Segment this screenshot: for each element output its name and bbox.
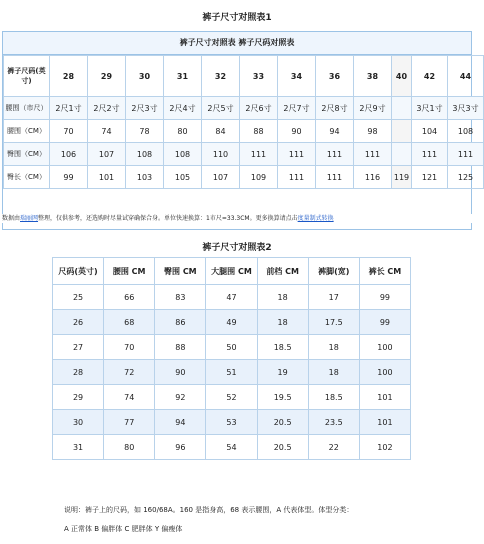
table-cell: 18 <box>257 285 308 310</box>
table-cell: 96 <box>155 435 206 460</box>
table1-size-header: 33 <box>240 56 278 97</box>
table-cell: 111 <box>448 143 484 166</box>
table-cell: 84 <box>202 120 240 143</box>
table-cell: 53 <box>206 410 257 435</box>
table1-size-header: 30 <box>126 56 164 97</box>
size-table-1 <box>3 55 484 189</box>
table-cell: 19 <box>257 360 308 385</box>
table-cell: 74 <box>88 120 126 143</box>
table-cell: 111 <box>240 143 278 166</box>
table-cell: 111 <box>316 143 354 166</box>
table-row <box>53 285 411 310</box>
table-cell: 111 <box>278 143 316 166</box>
table-cell: 70 <box>104 335 155 360</box>
table-row <box>4 120 484 143</box>
table-cell: 94 <box>316 120 354 143</box>
table-cell: 18.5 <box>308 385 359 410</box>
table-cell: 88 <box>240 120 278 143</box>
table-cell: 111 <box>316 166 354 189</box>
table-cell: 27 <box>53 335 104 360</box>
conversion-link[interactable]: 度量制式转换 <box>297 215 334 222</box>
table-row <box>53 435 411 460</box>
table-cell: 110 <box>202 143 240 166</box>
table1-size-header: 34 <box>278 56 316 97</box>
table-cell: 109 <box>240 166 278 189</box>
table-cell: 20.5 <box>257 410 308 435</box>
table-cell: 99 <box>50 166 88 189</box>
table-cell: 78 <box>126 120 164 143</box>
table-cell: 98 <box>354 120 392 143</box>
row-label: 腰围（CM） <box>4 120 50 143</box>
table-cell: 119 <box>392 166 412 189</box>
column-header: 尺码(英寸) <box>53 258 104 285</box>
table-cell: 2尺1寸 <box>50 97 88 120</box>
row-label: 腰围（市尺） <box>4 97 50 120</box>
table-cell: 20.5 <box>257 435 308 460</box>
column-header: 裤脚(宽) <box>308 258 359 285</box>
column-header: 裤长 CM <box>359 258 410 285</box>
table-cell: 51 <box>206 360 257 385</box>
table-cell: 100 <box>359 335 410 360</box>
table2-note-line1: 说明：裤子上的尺码，如 160/68A。160 是指身高，68 表示腰围，A 代表体型。体型分类： <box>64 506 354 514</box>
table-row <box>4 97 484 120</box>
table-cell: 2尺4寸 <box>164 97 202 120</box>
table-cell: 18.5 <box>257 335 308 360</box>
table1-size-header: 32 <box>202 56 240 97</box>
table-cell: 99 <box>359 310 410 335</box>
note-middle: 整理，仅供参考，还选购时尽量试穿确保合身。单位快速换算：1市尺=33.3CM。更多换算请点击 <box>38 215 298 222</box>
table-cell: 88 <box>155 335 206 360</box>
column-header: 前档 CM <box>257 258 308 285</box>
table-cell: 47 <box>206 285 257 310</box>
table-cell: 2尺2寸 <box>88 97 126 120</box>
table-cell: 94 <box>155 410 206 435</box>
table1-size-header: 42 <box>412 56 448 97</box>
table-cell: 23.5 <box>308 410 359 435</box>
table-cell: 17 <box>308 285 359 310</box>
table-cell: 86 <box>155 310 206 335</box>
table-cell: 2尺5寸 <box>202 97 240 120</box>
table-cell: 104 <box>412 120 448 143</box>
table-cell <box>392 97 412 120</box>
table-cell: 105 <box>164 166 202 189</box>
table-cell: 31 <box>53 435 104 460</box>
row-label: 臀围（CM） <box>4 143 50 166</box>
table-cell: 50 <box>206 335 257 360</box>
table-cell: 83 <box>155 285 206 310</box>
table-row <box>53 335 411 360</box>
table2-note-line2: A 正常体 B 偏胖体 C 肥胖体 Y 偏瘦体 <box>64 525 183 533</box>
table-cell: 90 <box>278 120 316 143</box>
table-cell: 22 <box>308 435 359 460</box>
table-row <box>53 360 411 385</box>
table1-size-header: 40 <box>392 56 412 97</box>
table-cell: 3尺1寸 <box>412 97 448 120</box>
table-cell: 125 <box>448 166 484 189</box>
table1-size-header: 31 <box>164 56 202 97</box>
table1-size-header: 38 <box>354 56 392 97</box>
table1-title: 裤子尺寸对照表1 <box>202 13 272 23</box>
table-cell: 18 <box>308 335 359 360</box>
table-cell: 2尺9寸 <box>354 97 392 120</box>
row-label: 臀长（CM） <box>4 166 50 189</box>
table-cell: 101 <box>88 166 126 189</box>
table-cell: 25 <box>53 285 104 310</box>
table-cell: 18 <box>308 360 359 385</box>
table-cell: 101 <box>359 385 410 410</box>
table-cell: 70 <box>50 120 88 143</box>
table-cell: 103 <box>126 166 164 189</box>
table-cell: 19.5 <box>257 385 308 410</box>
table-cell: 107 <box>88 143 126 166</box>
table1-size-header: 29 <box>88 56 126 97</box>
table-cell: 49 <box>206 310 257 335</box>
table-cell: 92 <box>155 385 206 410</box>
table-row <box>4 166 484 189</box>
table1-header-label: 裤子尺码(英寸) <box>4 56 50 97</box>
table-row <box>53 385 411 410</box>
table-cell: 108 <box>164 143 202 166</box>
table-cell: 80 <box>164 120 202 143</box>
column-header: 大腿围 CM <box>206 258 257 285</box>
table1-container <box>2 31 479 230</box>
column-header: 腰围 CM <box>104 258 155 285</box>
table-cell: 107 <box>202 166 240 189</box>
table-cell: 90 <box>155 360 206 385</box>
table1-size-header: 36 <box>316 56 354 97</box>
table-row <box>4 143 484 166</box>
table-cell: 77 <box>104 410 155 435</box>
table-cell: 74 <box>104 385 155 410</box>
table-cell: 111 <box>354 143 392 166</box>
table-cell: 17.5 <box>308 310 359 335</box>
table-cell: 102 <box>359 435 410 460</box>
table-cell: 2尺7寸 <box>278 97 316 120</box>
table-cell: 108 <box>126 143 164 166</box>
table1-size-header: 28 <box>50 56 88 97</box>
table-cell: 26 <box>53 310 104 335</box>
table1-subtitle: 裤子尺寸对照表 裤子尺码对照表 <box>3 32 471 55</box>
table-row <box>53 310 411 335</box>
table-cell: 68 <box>104 310 155 335</box>
column-header: 臀围 CM <box>155 258 206 285</box>
table1-source-note <box>2 214 472 223</box>
table-cell: 2尺3寸 <box>126 97 164 120</box>
table-cell: 2尺8寸 <box>316 97 354 120</box>
table-cell <box>392 143 412 166</box>
table-cell: 106 <box>50 143 88 166</box>
table-cell: 72 <box>104 360 155 385</box>
table-cell: 108 <box>448 120 484 143</box>
source-link[interactable]: 瑞丽网 <box>20 215 39 222</box>
table-cell <box>392 120 412 143</box>
note-prefix: 数据由 <box>2 215 21 222</box>
table-cell: 29 <box>53 385 104 410</box>
table-cell: 28 <box>53 360 104 385</box>
table-cell: 99 <box>359 285 410 310</box>
table1-header-row <box>4 56 484 97</box>
table-cell: 2尺6寸 <box>240 97 278 120</box>
table-cell: 100 <box>359 360 410 385</box>
table2-header-row <box>53 258 411 285</box>
table1-size-header: 44 <box>448 56 484 97</box>
table-cell: 121 <box>412 166 448 189</box>
table-cell: 18 <box>257 310 308 335</box>
table-row <box>53 410 411 435</box>
table2-title: 裤子尺寸对照表2 <box>202 243 272 253</box>
table-cell: 66 <box>104 285 155 310</box>
size-table-2 <box>52 257 411 460</box>
table-cell: 80 <box>104 435 155 460</box>
table-cell: 101 <box>359 410 410 435</box>
table-cell: 54 <box>206 435 257 460</box>
table-cell: 116 <box>354 166 392 189</box>
table-cell: 30 <box>53 410 104 435</box>
table-cell: 111 <box>278 166 316 189</box>
table-cell: 52 <box>206 385 257 410</box>
table-cell: 111 <box>412 143 448 166</box>
table-cell: 3尺3寸 <box>448 97 484 120</box>
